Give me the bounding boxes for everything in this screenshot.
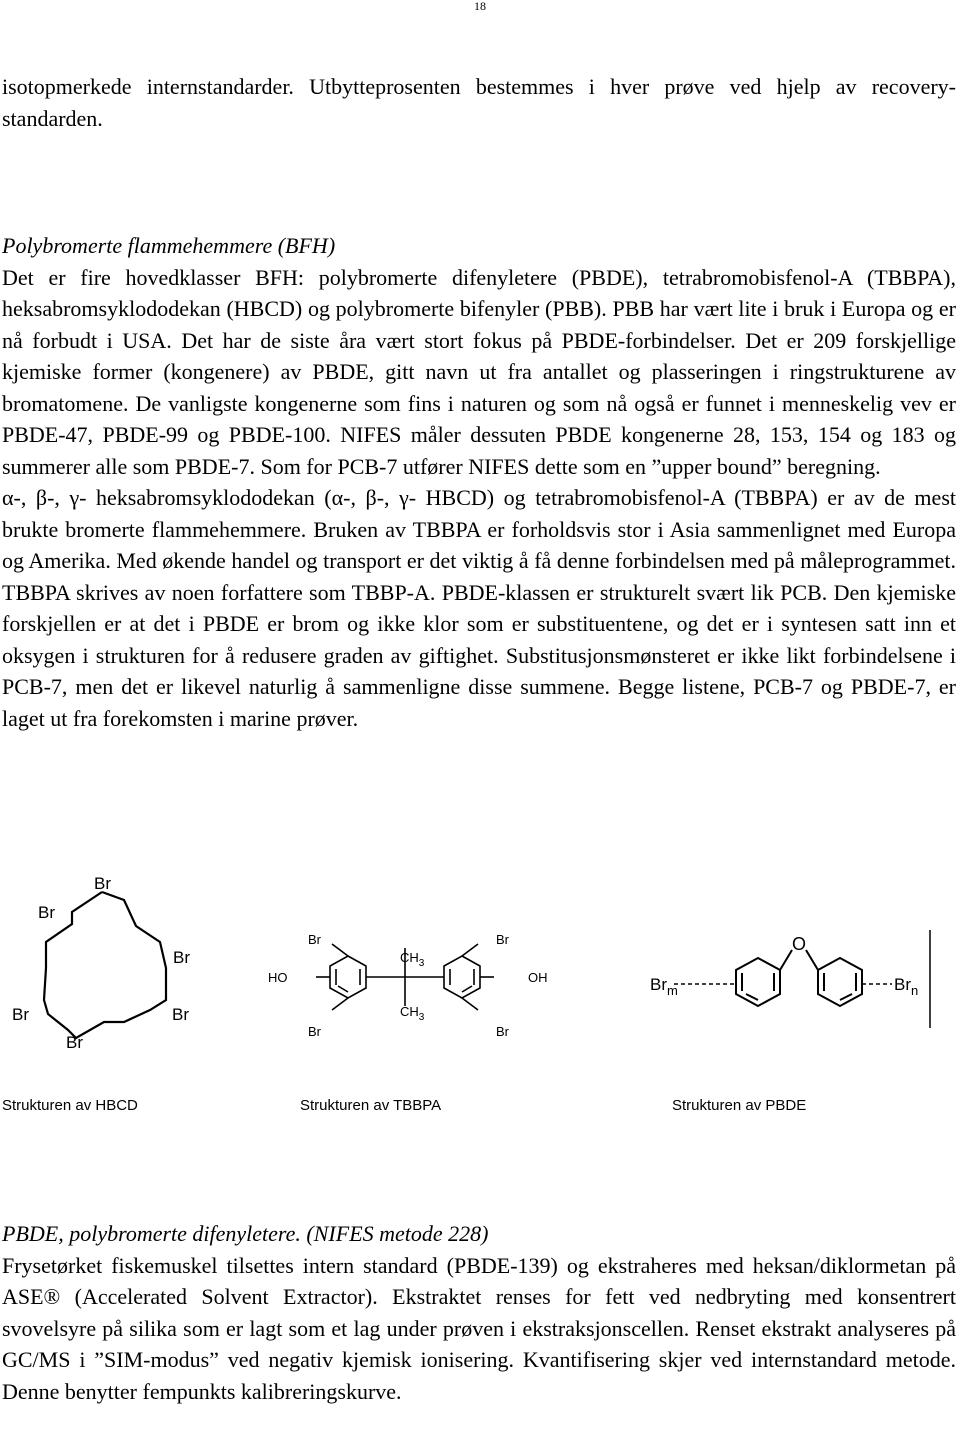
caption-pbde: Strukturen av PBDE [672,1097,807,1114]
caption-tbbpa: Strukturen av TBBPA [300,1097,442,1114]
tbbpa-structure [262,928,562,1048]
pbde-structure [640,928,940,1038]
hbcd-br-label: Br [173,948,190,967]
tbbpa-br-label: Br [308,1024,321,1039]
intro-text: isotopmerkede internstandarder. Utbytteprosenten bestemmes i hver prøve ved hjelp av recovery-standarden. [2,74,956,131]
structure-figures [0,870,960,1060]
hbcd-br-label: Br [94,874,111,893]
hbcd-br-label: Br [66,1033,83,1052]
bfh-section [2,230,956,734]
bfh-paragraph-2: α-, β-, γ- heksabromsyklododekan (α-, β-, γ- HBCD) og tetrabromobisfenol-A (TBBPA) er av de mest brukte bromerte flammehemmere. Bruken av TBBPA er forholdsvis stor i Asia sammenlignet med Europa og Amerika. Med økende handel og transport er det viktig å få denne forbindelsen med på måleprogrammet. TBBPA skrives av noen forfattere som TBBP-A. PBDE-klassen er strukturelt svært lik PCB. Den kjemiske forskjellen er at det i PBDE er brom og ikke klor som er substituentene, og det er i syntesen satt inn et oksygen i strukturen for å redusere graden av giftighet. Substitusjonsmønsteret er ikke likt forbindelsene i PCB-7, men det er likevel naturlig å sammenligne disse summene. Begge listene, PCB-7 og PBDE-7, er laget ut fra forekomsten i marine prøver. [2,485,956,731]
section-heading-bfh: Polybromerte flammehemmere (BFH) [2,233,336,258]
tbbpa-oh-label: OH [528,970,548,985]
method-paragraph: Frysetørket fiskemuskel tilsettes intern standard (PBDE-139) og ekstraheres med heksan/diklormetan på ASE® (Accelerated Solvent Extractor). Ekstraktet renses for fett ved nedbryting med konsentrert svovelsyre på silika som er lagt som et lag under prøven i ekstraksjonscellen. Renset ekstrakt analyseres på GC/MS i ”SIM-modus” ved negativ kjemisk ionisering. Kvantifisering skjer ved internstandard metode. Denne benytter fempunkts kalibreringskurve. [2,1252,956,1404]
intro-paragraph [2,71,956,134]
section-heading-pbde-method: PBDE, polybromerte difenyletere. (NIFES metode 228) [2,1221,489,1246]
tbbpa-ch3-label: $CH_3$ [400,1004,425,1023]
tbbpa-ho-label: HO [268,970,288,985]
hbcd-br-label: Br [38,903,55,922]
caption-hbcd: Strukturen av HBCD [2,1097,138,1114]
pbde-oxygen-label: O [792,934,807,954]
tbbpa-br-label: Br [496,932,509,947]
page-number: 18 [474,0,486,13]
hbcd-structure [0,870,220,1055]
pbde-brn-label: $Br_n$ [894,975,919,998]
hbcd-br-label: Br [12,1005,29,1024]
pbde-brm-label: $Br_m$ [650,975,678,998]
method-section [2,1218,956,1407]
hbcd-br-label: Br [172,1005,189,1024]
tbbpa-br-label: Br [308,932,321,947]
bfh-paragraph-1: Det er fire hovedklasser BFH: polybromerte difenyletere (PBDE), tetrabromobisfenol-A (TBBPA), heksabromsyklododekan (HBCD) og polybromerte bifenyler (PBB). PBB har vært lite i bruk i Europa og er nå forbudt i USA. Det har de siste åra vært stort fokus på PBDE-forbindelser. Det er 209 forskjellige kjemiske former (kongenere) av PBDE, gitt navn ut fra antallet og plasseringen i ringstrukturene av bromatomene. De vanligste kongenerne som fins i naturen og som nå også er funnet i menneskelig vev er PBDE-47, PBDE-99 og PBDE-100. NIFES måler dessuten PBDE kongenerne 28, 153, 154 og 183 og summerer alle som PBDE-7. Som for PCB-7 utfører NIFES dette som en ”upper bound” beregning. [2,264,956,479]
tbbpa-br-label: Br [496,1024,509,1039]
tbbpa-ch3-label: $CH_3$ [400,950,425,969]
